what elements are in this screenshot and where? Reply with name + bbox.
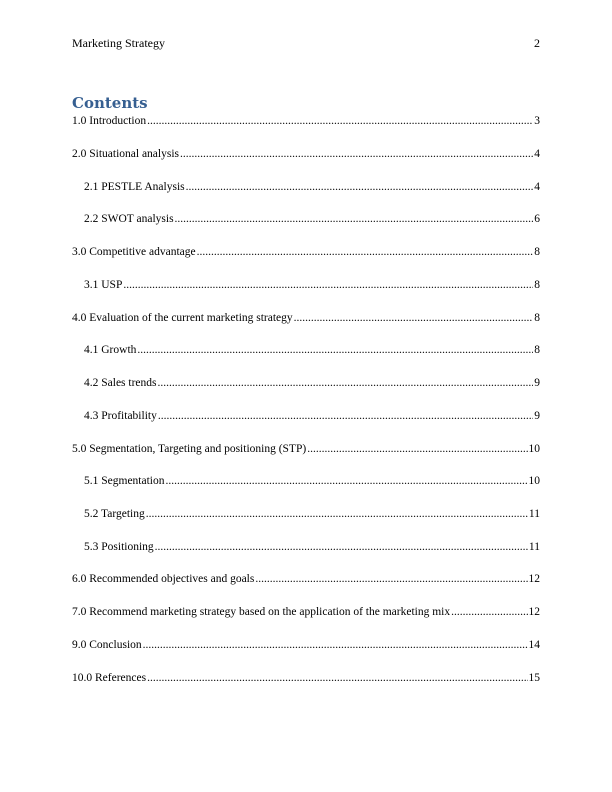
toc-dot-leader [143,637,528,653]
toc-entry-label: 6.0 Recommended objectives and goals [72,573,255,585]
toc-entry-competitive-advantage[interactable] [72,244,540,260]
toc-dot-leader [294,310,534,326]
toc-entry-label: 9.0 Conclusion [72,639,142,651]
toc-entry-label: 5.2 Targeting [84,508,145,520]
toc-entry-targeting[interactable] [84,506,540,522]
toc-dot-leader [197,244,534,260]
toc-entry-label: 5.0 Segmentation, Targeting and positioning (STP) [72,443,307,455]
toc-entry-page: 8 [534,279,540,291]
toc-entry-evaluation-current-strategy[interactable] [72,310,540,326]
toc-entry-label: 2.0 Situational analysis [72,148,180,160]
page-header [72,36,540,52]
toc-entry-page: 8 [534,246,540,258]
toc-entry-page: 8 [534,312,540,324]
toc-dot-leader [255,571,527,587]
toc-dot-leader [307,441,527,457]
toc-entry-situational-analysis[interactable] [72,146,540,162]
toc-entry-page: 11 [528,508,540,520]
toc-entry-label: 4.0 Evaluation of the current marketing strategy [72,312,293,324]
toc-entry-objectives-goals[interactable] [72,571,540,587]
toc-dot-leader [186,179,534,195]
toc-dot-leader [180,146,533,162]
toc-entry-marketing-mix-strategy[interactable] [72,604,540,620]
toc-dot-leader [175,211,534,227]
toc-dot-leader [166,473,528,489]
toc-entry-page: 4 [534,181,540,193]
toc-entry-usp[interactable] [84,277,540,293]
toc-entry-stp[interactable] [72,441,540,457]
toc-entry-references[interactable] [72,670,540,686]
toc-dot-leader [146,506,528,522]
toc-entry-label: 5.1 Segmentation [84,475,165,487]
toc-entry-label: 1.0 Introduction [72,115,147,127]
toc-entry-label: 2.2 SWOT analysis [84,213,174,225]
toc-entry-label: 3.0 Competitive advantage [72,246,196,258]
toc-entry-positioning[interactable] [84,539,540,555]
toc-dot-leader [147,670,527,686]
toc-entry-introduction[interactable] [72,113,540,129]
toc-dot-leader [123,277,533,293]
toc-entry-label: 2.1 PESTLE Analysis [84,181,185,193]
toc-dot-leader [137,342,533,358]
toc-entry-label: 7.0 Recommend marketing strategy based on the application of the marketing mix [72,606,451,618]
toc-entry-page: 9 [534,377,540,389]
toc-entry-page: 10 [528,443,540,455]
toc-entry-page: 9 [534,410,540,422]
toc-dot-leader [158,375,534,391]
toc-entry-page: 10 [528,475,540,487]
toc-entry-page: 14 [528,639,540,651]
toc-entry-pestle-analysis[interactable] [84,179,540,195]
toc-entry-label: 4.1 Growth [84,344,137,356]
toc-entry-page: 11 [528,541,540,553]
toc-entry-page: 15 [528,672,540,684]
toc-entry-segmentation[interactable] [84,473,540,489]
toc-entry-label: 4.2 Sales trends [84,377,157,389]
toc-entry-swot-analysis[interactable] [84,211,540,227]
toc-entry-sales-trends[interactable] [84,375,540,391]
toc-entry-label: 4.3 Profitability [84,410,157,422]
toc-entry-page: 8 [534,344,540,356]
toc-entry-page: 3 [534,115,540,127]
toc-dot-leader [147,113,533,129]
toc-entry-conclusion[interactable] [72,637,540,653]
toc-entry-label: 10.0 References [72,672,147,684]
toc-entry-label: 5.3 Positioning [84,541,154,553]
toc-entry-page: 6 [534,213,540,225]
toc-dot-leader [451,604,527,620]
page-number: 2 [534,36,540,50]
toc-dot-leader [155,539,528,555]
toc-entry-page: 12 [528,606,540,618]
toc-heading: Contents [72,94,148,112]
toc-entry-profitability[interactable] [84,408,540,424]
running-header-title: Marketing Strategy [72,36,165,50]
toc-entry-page: 4 [534,148,540,160]
toc-entry-label: 3.1 USP [84,279,123,291]
toc-entry-page: 12 [528,573,540,585]
toc-dot-leader [158,408,533,424]
toc-entry-growth[interactable] [84,342,540,358]
